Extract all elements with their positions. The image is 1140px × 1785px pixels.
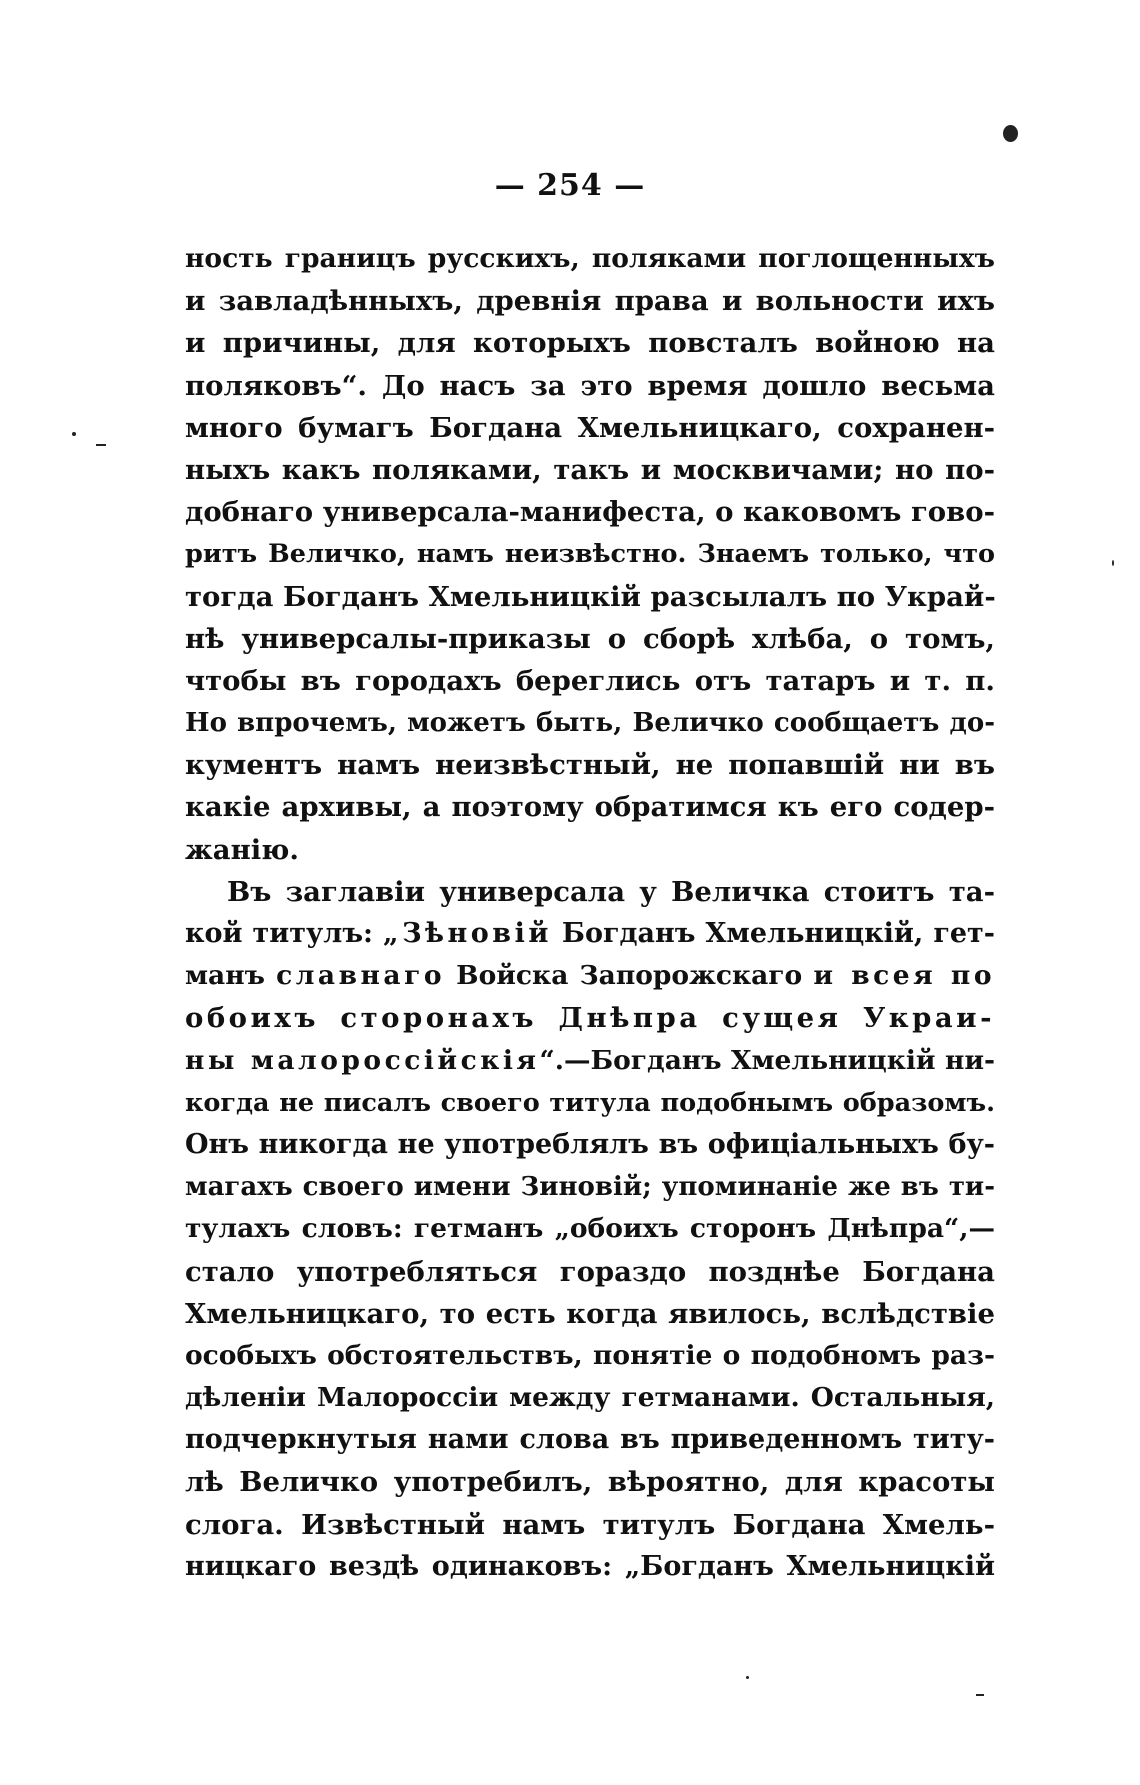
text-run: “.—Богданъ Хмельницкій ни- (539, 1044, 996, 1076)
text-line: ницкаго вездѣ одинаковъ: „Богданъ Хмельницкій (185, 1550, 995, 1582)
text-line: Онъ никогда не употреблялъ въ офиціальныхъ бу- (185, 1128, 995, 1160)
text-line: нѣ универсалы-приказы о сборѣ хлѣба, о томъ, (185, 622, 995, 655)
text-run: кой титулъ: (185, 918, 384, 949)
spaced-text-run: ны малороссійскія (185, 1044, 540, 1076)
text-line: когда не писалъ своего титула подобнымъ образомъ. (185, 1087, 995, 1118)
text-line: добнаго универсала-манифеста, о каковомъ гово- (185, 496, 996, 529)
ink-blot (1003, 125, 1018, 142)
ink-dash (96, 444, 106, 446)
page-number: — 254 — (494, 168, 646, 203)
ink-speck (1112, 560, 1114, 566)
text-line (185, 1040, 995, 1082)
ink-dash (976, 1694, 984, 1696)
text-line: дѣленіи Малороссіи между гетманами. Остальныя, (185, 1382, 995, 1414)
text-line: какіе архивы, а поэтому обратимся къ его содер- (185, 791, 995, 824)
text-line: и причины, для которыхъ повсталъ войною на (185, 327, 995, 360)
body-text (185, 238, 995, 1588)
text-run: Богданъ Хмельницкій, гет- (551, 918, 995, 949)
text-line: подчеркнутыя нами слова въ приведенномъ титу- (185, 1424, 995, 1456)
spaced-text-run: славнаго (276, 960, 445, 992)
text-line: тогда Богданъ Хмельницкій разсылалъ по Украй- (185, 580, 996, 613)
text-line: Хмельницкаго, то есть когда явилось, вслѣдствіе (185, 1297, 995, 1330)
text-line: лѣ Величко употребилъ, вѣроятно, для красоты (185, 1466, 995, 1499)
text-line (185, 913, 995, 955)
text-line: магахъ своего имени Зиновій; упоминаніе же въ ти- (185, 1172, 995, 1203)
text-line: поляковъ“. До насъ за это время дошло весьма (185, 369, 995, 402)
text-line: Но впрочемъ, можетъ быть, Величко сообщаетъ до- (185, 708, 995, 739)
text-line: особыхъ обстоятельствъ, понятіе о подобномъ раз- (185, 1339, 995, 1371)
text-line: стало употребляться гораздо позднѣе Богдана (185, 1255, 995, 1288)
text-line: ритъ Величко, намъ неизвѣстно. Знаемъ только, что (185, 539, 995, 570)
spaced-text-run: и всея по (813, 960, 996, 992)
text-line: обоихъ сторонахъ Днѣпра сущея Украи- (185, 1002, 995, 1035)
text-line: и завладѣнныхъ, древнія права и вольности ихъ (185, 285, 995, 318)
text-line: кументъ намъ неизвѣстный, не попавшій ни въ (185, 749, 995, 782)
text-line: много бумагъ Богдана Хмельницкаго, сохранен- (185, 411, 995, 444)
spaced-text-run: „Зѣновій (383, 918, 552, 949)
text-line: жанію. (185, 833, 299, 866)
ink-speck (746, 1676, 749, 1679)
text-line: тулахъ словъ: гетманъ „обоихъ сторонъ Днѣпра“,— (185, 1213, 995, 1245)
text-line: чтобы въ городахъ береглись отъ татаръ и т. п. (185, 664, 995, 697)
text-line: ность границъ русскихъ, поляками поглощенныхъ (185, 243, 995, 274)
text-line: ныхъ какъ поляками, такъ и москвичами; но по- (185, 453, 995, 486)
text-line: слога. Извѣстный намъ титулъ Богдана Хмель- (185, 1508, 995, 1541)
text-line (185, 955, 995, 997)
text-line: Въ заглавіи универсала у Величка стоитъ та- (227, 875, 995, 908)
ink-speck (72, 432, 76, 436)
text-run: Войска Запорожскаго (445, 960, 814, 992)
text-run: манъ (185, 960, 277, 992)
